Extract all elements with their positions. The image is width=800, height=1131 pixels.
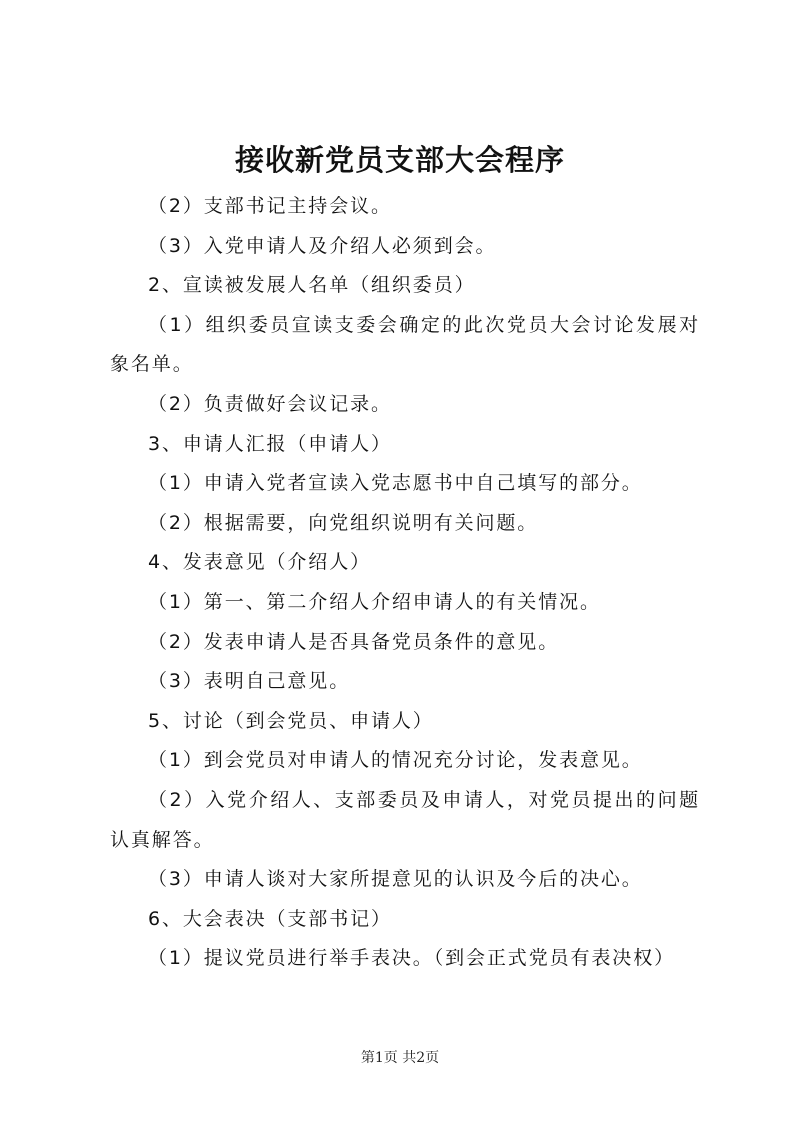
paragraph: 6、大会表决（支部书记） — [148, 907, 392, 930]
paragraph: （2）支部书记主持会议。 — [148, 195, 392, 217]
paragraph: （1）组织委员宣读支委会确定的此次党员大会讨论发展对象名单。 — [110, 313, 700, 376]
paragraph: （2）发表申请人是否具备党员条件的意见。 — [148, 630, 560, 653]
paragraph: （1）提议党员进行举手表决。（到会正式党员有表决权） — [148, 947, 675, 970]
paragraph: 4、发表意见（介绍人） — [148, 551, 371, 574]
paragraph: （2）入党介绍人、支部委员及申请人，对党员提出的问题认真解答。 — [110, 788, 700, 851]
paragraph: （3）入党申请人及介绍人必须到会。 — [148, 234, 497, 257]
page-number-footer: 第1页 共2页 — [360, 1050, 440, 1066]
document-body — [110, 187, 700, 979]
paragraph: （1）第一、第二介绍人介绍申请人的有关情况。 — [148, 590, 601, 613]
document-title: 接收新党员支部大会程序 — [234, 143, 565, 177]
paragraph: （1）到会党员对申请人的情况充分讨论，发表意见。 — [148, 749, 643, 772]
paragraph: （3）申请人谈对大家所提意见的认识及今后的决心。 — [148, 868, 643, 891]
paragraph: （1）申请入党者宣读入党志愿书中自己填写的部分。 — [148, 472, 643, 495]
paragraph: 2、宣读被发展人名单（组织委员） — [148, 274, 476, 297]
paragraph: （3）表明自己意见。 — [148, 670, 351, 693]
paragraph: （2）负责做好会议记录。 — [148, 392, 392, 415]
paragraph: 5、讨论（到会党员、申请人） — [148, 709, 434, 732]
paragraph: （2）根据需要，向党组织说明有关问题。 — [148, 511, 539, 534]
paragraph: 3、申请人汇报（申请人） — [148, 432, 392, 455]
